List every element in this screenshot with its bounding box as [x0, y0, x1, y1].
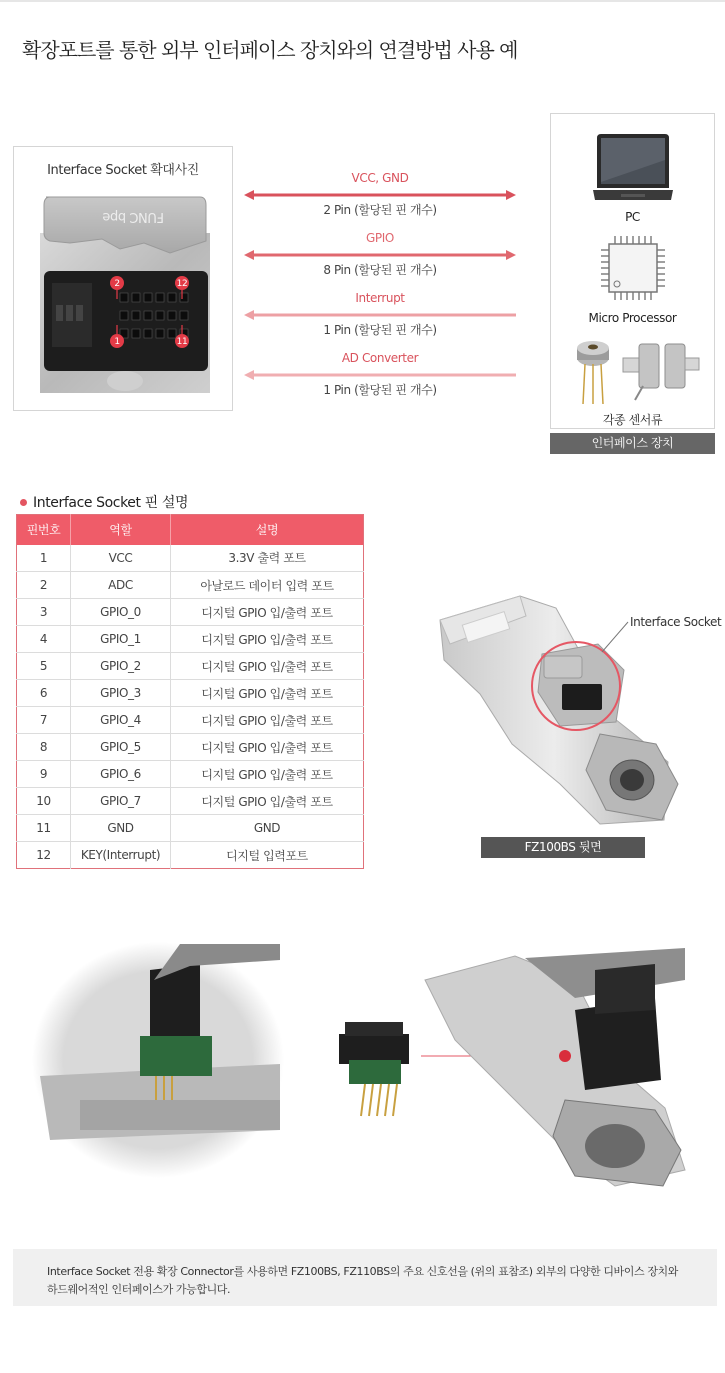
connection-pin-count: 1 Pin (할당된 핀 개수): [323, 323, 437, 337]
pin-description: 디지털 GPIO 입/출력 포트: [171, 653, 364, 680]
device-label-micro-processor: Micro Processor: [588, 311, 677, 325]
interface-devices-caption: 인터페이스 장치: [550, 433, 715, 454]
table-row: [17, 761, 364, 788]
usage-note: [13, 1249, 717, 1306]
pin-number: 8: [17, 734, 71, 761]
sensor-icon: [565, 338, 705, 408]
pin-number: 5: [17, 653, 71, 680]
cap-lettering: FUNC bpe: [102, 209, 164, 224]
pin-table-header-number: 핀번호: [17, 515, 71, 545]
pin-label-2: 2: [114, 279, 120, 289]
pin-label-1: 1: [114, 337, 120, 347]
chip-icon: [599, 234, 667, 302]
connection-name: Interrupt: [355, 291, 405, 305]
pin-table-header-row: [17, 515, 364, 545]
connection-pin-count: 2 Pin (할당된 핀 개수): [323, 203, 437, 217]
pin-number: 7: [17, 707, 71, 734]
pin-description: 디지털 GPIO 입/출력 포트: [171, 626, 364, 653]
table-row: [17, 734, 364, 761]
pin-description: 3.3V 출력 포트: [228, 551, 306, 566]
connection-vcc-gnd: [244, 171, 516, 221]
usage-note-line-1: Interface Socket 전용 확장 Connector를 사용하면 FZ100BS, FZ110BS의 주요 신호선을 (위의 표참조) 외부의 다양한 디바이스 장치와: [47, 1265, 678, 1278]
pin-section-title: [20, 492, 188, 512]
connection-gpio: [244, 231, 516, 281]
usage-note-line-2: 하드웨어적인 인터페이스가 가능합니다.: [47, 1283, 231, 1296]
pin-role: VCC: [71, 545, 171, 572]
table-row: [17, 788, 364, 815]
fz100bs-caption: FZ100BS 뒷면: [481, 837, 645, 858]
double-arrow-icon: [244, 250, 516, 260]
table-row: [17, 599, 364, 626]
pin-role: GND: [71, 815, 171, 842]
table-row: [17, 653, 364, 680]
device-label-pc: PC: [625, 210, 640, 224]
socket-closeup-title: Interface Socket 확대사진: [47, 163, 199, 178]
table-row: [17, 842, 364, 869]
pin-role: GPIO_4: [71, 707, 171, 734]
connection-ad-converter: [244, 351, 516, 401]
pin-label-11: 11: [176, 337, 188, 347]
left-arrow-icon: [244, 370, 516, 380]
connection-name: AD Converter: [341, 351, 419, 365]
pin-number: 1: [17, 545, 71, 572]
left-arrow-icon: [244, 310, 516, 320]
pin-role: GPIO_1: [71, 626, 171, 653]
pin-table-header-desc: 설명: [171, 515, 364, 545]
table-row: [17, 707, 364, 734]
pin-number: 10: [17, 788, 71, 815]
pin-section-title-text: Interface Socket 핀 설명: [33, 495, 189, 511]
connector-assembly-photo: [325, 940, 720, 1190]
laptop-icon: [591, 130, 675, 206]
pin-role: GPIO_3: [71, 680, 171, 707]
pin-description: 디지털 GPIO 입/출력 포트: [171, 599, 364, 626]
table-row: [17, 680, 364, 707]
interface-socket-callout: Interface Socket: [630, 615, 722, 629]
pin-role: KEY(Interrupt): [71, 842, 171, 869]
pin-number: 4: [17, 626, 71, 653]
device-label-sensors: 각종 센서류: [602, 413, 663, 427]
pin-role: GPIO_7: [71, 788, 171, 815]
pin-table: [16, 514, 364, 869]
pin-description: 디지털 GPIO 입/출력 포트: [171, 707, 364, 734]
pin-number: 12: [17, 842, 71, 869]
connection-pin-count: 8 Pin (할당된 핀 개수): [323, 263, 437, 277]
table-row: [17, 626, 364, 653]
pin-description: GND: [171, 815, 364, 842]
top-divider: [0, 0, 725, 2]
bullet-dot-icon: [20, 499, 27, 506]
socket-closeup-photo: [40, 193, 210, 393]
pin-role: ADC: [71, 572, 171, 599]
pin-role: GPIO_2: [71, 653, 171, 680]
pin-description: 디지털 GPIO 입/출력 포트: [171, 734, 364, 761]
connector-closeup-photo: [30, 940, 290, 1180]
pin-number: 11: [17, 815, 71, 842]
pin-description: 디지털 입력포트: [171, 842, 364, 869]
pin-description: 디지털 GPIO 입/출력 포트: [171, 788, 364, 815]
connection-pin-count: 1 Pin (할당된 핀 개수): [323, 383, 437, 397]
pin-role: GPIO_5: [71, 734, 171, 761]
pin-number: 6: [17, 680, 71, 707]
pin-number: 3: [17, 599, 71, 626]
table-row: [17, 545, 364, 572]
fz100bs-back-photo: [420, 584, 722, 834]
connection-name: GPIO: [366, 231, 394, 245]
table-row: [17, 572, 364, 599]
interface-devices-panel: [550, 113, 715, 429]
double-arrow-icon: [244, 190, 516, 200]
connection-name: VCC, GND: [351, 171, 409, 185]
pin-role: GPIO_0: [71, 599, 171, 626]
pin-number: 2: [17, 572, 71, 599]
socket-closeup-panel: [13, 146, 233, 411]
connection-interrupt: [244, 291, 516, 341]
pin-role: GPIO_6: [71, 761, 171, 788]
pin-description: 디지털 GPIO 입/출력 포트: [171, 761, 364, 788]
page-title: 확장포트를 통한 외부 인터페이스 장치와의 연결방법 사용 예: [22, 38, 518, 62]
pin-table-header-role: 역할: [71, 515, 171, 545]
pin-description: 아날로드 데이터 입력 포트: [171, 572, 364, 599]
pin-number: 9: [17, 761, 71, 788]
table-row: [17, 815, 364, 842]
pin-label-12: 12: [176, 279, 188, 289]
pin-description: 디지털 GPIO 입/출력 포트: [171, 680, 364, 707]
